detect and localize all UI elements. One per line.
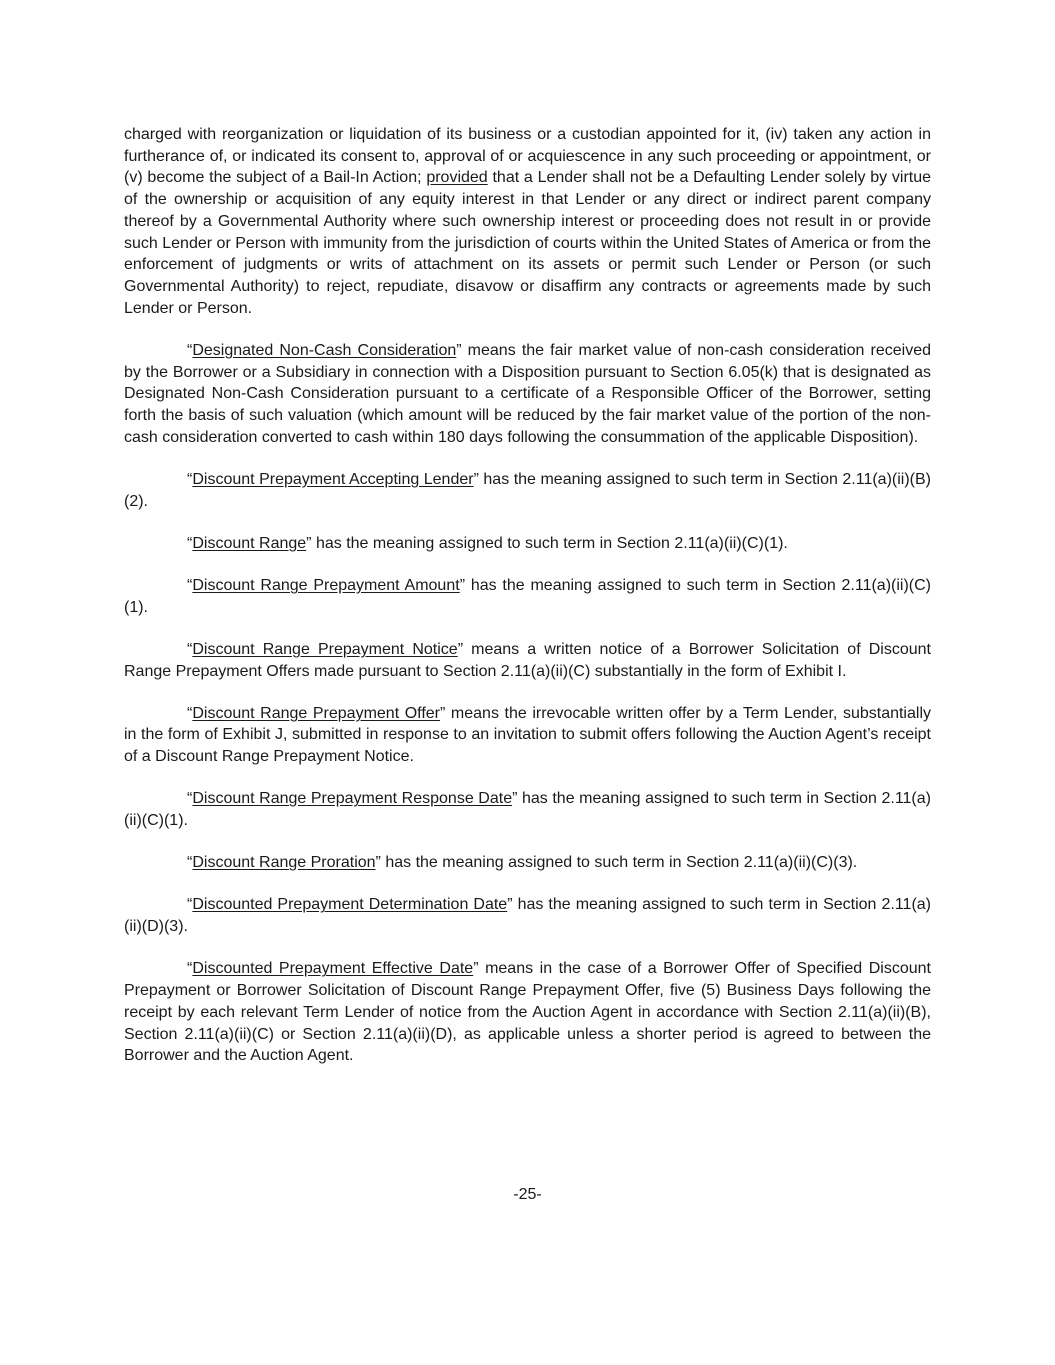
definition-paragraph: “Discount Range Prepayment Amount” has the meaning assigned to such term in Section 2.11(a)(ii)(C)(1). bbox=[124, 576, 932, 616]
definition-term: Discount Prepayment Accepting Lender bbox=[192, 470, 474, 488]
definition-paragraph: “Discount Prepayment Accepting Lender” has the meaning assigned to such term in Section 2.11(a)(ii)(B)(2). bbox=[124, 470, 931, 510]
intro-text-2: that a Lender shall not be a Defaulting Lender solely by virtue of the ownership or acquisition of any equity interest in that Lender or any direct or indirect parent company thereof by a Governmental Authority where such ownership interest or proceeding does not result in or provide such Lender or Person with immunity from the jurisdiction of courts within the United States of America or from the enforcement of judgments or writs of attachment on its assets or permit such Lender or Person (or such Governmental Authority) to reject, repudiate, disavow or disaffirm any contracts or agreements made by such Lender or Person. bbox=[124, 169, 932, 317]
document-body bbox=[124, 124, 931, 1087]
definition-text: means a written notice of a Borrower Solicitation of Discount Range Prepayment Offers made pursuant to Section 2.11(a)(ii)(C) substantially in the form of Exhibit I. bbox=[124, 640, 931, 680]
definition-term: Discount Range Prepayment Offer bbox=[192, 704, 441, 722]
definition-term: Discounted Prepayment Determination Date bbox=[192, 896, 508, 914]
definition-term: Discount Range Proration bbox=[192, 854, 376, 872]
definition-term: Discount Range bbox=[192, 534, 307, 552]
definition-term: Discount Range Prepayment Amount bbox=[192, 576, 460, 594]
definition-text: means in the case of a Borrower Offer of Specified Discount Prepayment or Borrower Solicitation of Discount Range Prepayment Offer, five (5) Business Days following the receipt by each relevant Term Lender of notice from the Auction Agent in accordance with Section 2.11(a)(ii)(B), Section 2.11(a)(ii)(C) or Section 2.11(a)(ii)(D), as applicable unless a shorter period is agreed to between the Borrower and the Auction Agent. bbox=[124, 960, 932, 1065]
page-number: -25- bbox=[513, 1186, 542, 1203]
definition-paragraph: “Discount Range” has the meaning assigned to such term in Section 2.11(a)(ii)(C)(1). bbox=[187, 534, 788, 552]
definition-paragraph: “Discount Range Prepayment Offer” means the irrevocable written offer by a Term Lender, substantially in the form of Exhibit J, submitted in response to an invitation to submit offers following the Auction Agent’s receipt of a Discount Range Prepayment Notice. bbox=[124, 704, 931, 766]
definition-paragraph: “Discounted Prepayment Effective Date” means in the case of a Borrower Offer of Specified Discount Prepayment or Borrower Solicitation of Discount Range Prepayment Offer, five (5) Business Days following the receipt by each relevant Term Lender of notice from the Auction Agent in accordance with Section 2.11(a)(ii)(B), Section 2.11(a)(ii)(C) or Section 2.11(a)(ii)(D), as applicable unless a shorter period is agreed to between the Borrower and the Auction Agent. bbox=[124, 960, 932, 1065]
definition-text: has the meaning assigned to such term in Section 2.11(a)(ii)(C)(3). bbox=[380, 854, 858, 872]
intro-term-provided: provided bbox=[426, 169, 488, 187]
definition-paragraph: “Discount Range Prepayment Response Date” has the meaning assigned to such term in Section 2.11(a)(ii)(C)(1). bbox=[124, 790, 931, 830]
definition-term: Discount Range Prepayment Notice bbox=[192, 640, 458, 658]
definition-text: has the meaning assigned to such term in Section 2.11(a)(ii)(B)(2). bbox=[124, 470, 931, 510]
definition-text: has the meaning assigned to such term in Section 2.11(a)(ii)(C)(1). bbox=[311, 534, 788, 552]
definition-paragraph: “Discount Range Prepayment Notice” means a written notice of a Borrower Solicitation of Discount Range Prepayment Offers made pursuant to Section 2.11(a)(ii)(C) substantially in the form of Exhibit I. bbox=[124, 640, 931, 680]
definition-term: Designated Non-Cash Consideration bbox=[192, 341, 457, 359]
definition-paragraph: “Discounted Prepayment Determination Date” has the meaning assigned to such term in Section 2.11(a)(ii)(D)(3). bbox=[124, 896, 931, 936]
intro-paragraph bbox=[124, 124, 931, 319]
definition-text: means the irrevocable written offer by a Term Lender, substantially in the form of Exhibit J, submitted in response to an invitation to submit offers following the Auction Agent’s receipt of a Discount Range Prepayment Notice. bbox=[124, 704, 931, 766]
definition-text: has the meaning assigned to such term in Section 2.11(a)(ii)(D)(3). bbox=[124, 896, 931, 936]
intro-text-1: charged with reorganization or liquidation of its business or a custodian appointed for it, (iv) taken any action in furtherance of, or indicated its consent to, approval of or acquiescence in any such proceeding or appointment, or (v) become the subject of a Bail-In Action; bbox=[124, 126, 931, 187]
definition-text: has the meaning assigned to such term in Section 2.11(a)(ii)(C)(1). bbox=[124, 790, 931, 830]
definition-text: has the meaning assigned to such term in Section 2.11(a)(ii)(C)(1). bbox=[124, 576, 932, 616]
definition-term: Discounted Prepayment Effective Date bbox=[192, 960, 474, 978]
definition-term: Discount Range Prepayment Response Date bbox=[192, 790, 513, 808]
definition-text: means the fair market value of non-cash consideration received by the Borrower or a Subsidiary in connection with a Disposition pursuant to Section 6.05(k) that is designated as Designated Non-Cash Consideration pursuant to a certificate of a Responsible Officer of the Borrower, setting forth the basis of such valuation (which amount will be reduced by the fair market value of the portion of the non-cash consideration converted to cash within 180 days following the consummation of the applicable Disposition). bbox=[124, 341, 931, 446]
definition-paragraph: “Designated Non-Cash Consideration” means the fair market value of non-cash consideration received by the Borrower or a Subsidiary in connection with a Disposition pursuant to Section 6.05(k) that is designated as Designated Non-Cash Consideration pursuant to a certificate of a Responsible Officer of the Borrower, setting forth the basis of such valuation (which amount will be reduced by the fair market value of the portion of the non-cash consideration converted to cash within 180 days following the consummation of the applicable Disposition). bbox=[124, 341, 931, 446]
definition-paragraph: “Discount Range Proration” has the meaning assigned to such term in Section 2.11(a)(ii)(C)(3). bbox=[187, 854, 858, 872]
